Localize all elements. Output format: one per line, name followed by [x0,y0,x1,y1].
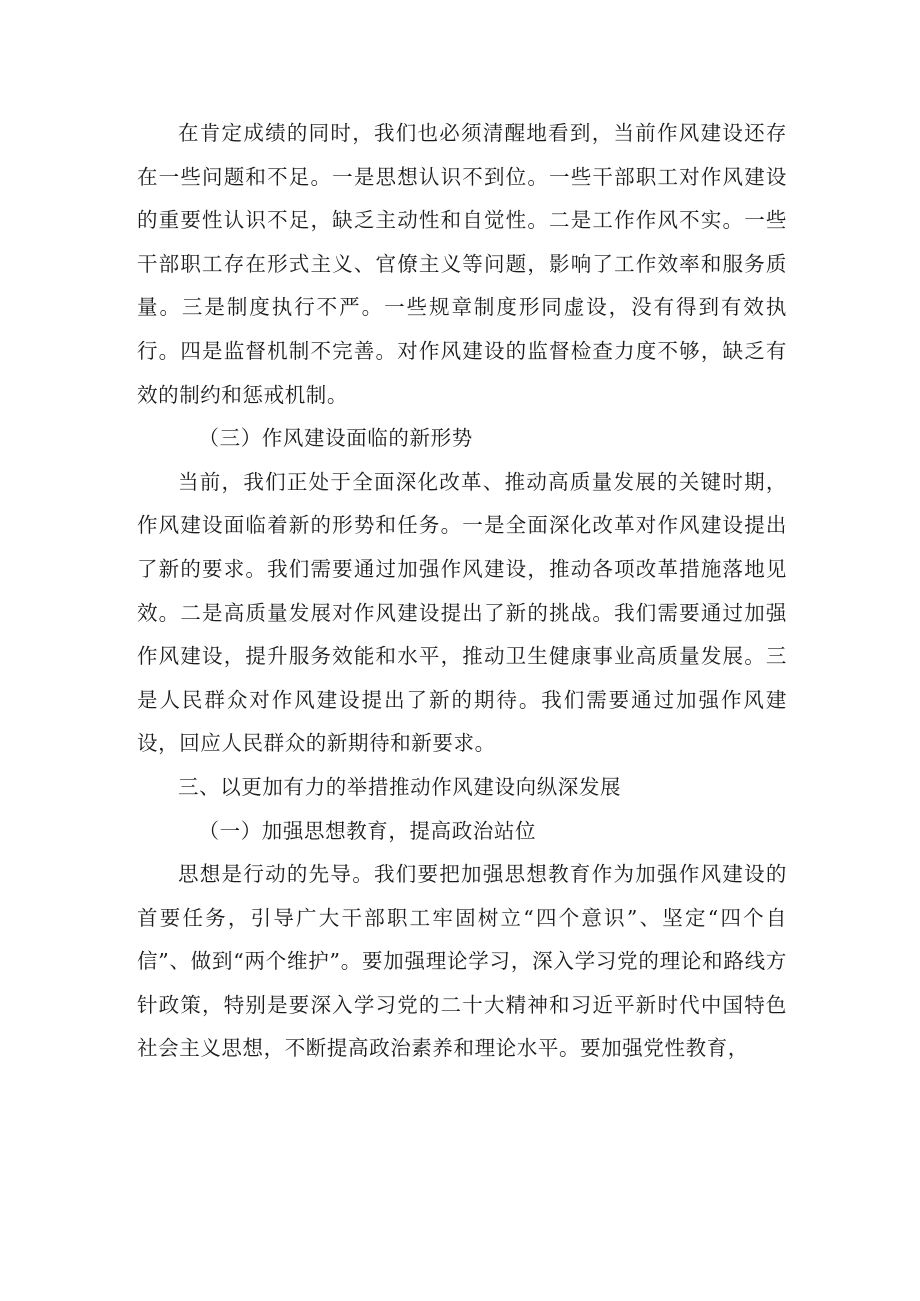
subheading-ideological-education: （一）加强思想教育，提高政治站位 [198,818,537,843]
paragraph-new-situation: 当前，我们正处于全面深化改革、推动高质量发展的关键时期，作风建设面临着新的形势和任务。一是全面深化改革对作风建设提出了新的要求。我们需要通过加强作风建设，推动各项改革措施落地见效。二是高质量发展对作风建设提出了新的挑战。我们需要通过加强作风建设，提升服务效能和水平，推动卫生健康事业高质量发展。三是人民群众对作风建设提出了新的期待。我们需要通过加强作风建设，回应人民群众的新期待和新要求。 [137,469,787,756]
subheading-new-situation: （三）作风建设面临的新形势 [198,426,473,451]
section-heading-measures: 三、以更加有力的举措推动作风建设向纵深发展 [178,774,622,799]
paragraph-existing-problems: 在肯定成绩的同时，我们也必须清醒地看到，当前作风建设还存在一些问题和不足。一是思想认识不到位。一些干部职工对作风建设的重要性认识不足，缺乏主动性和自觉性。二是工作作风不实。一些干部职工存在形式主义、官僚主义等问题，影响了工作效率和服务质量。三是制度执行不严。一些规章制度形同虚设，没有得到有效执行。四是监督机制不完善。对作风建设的监督检查力度不够，缺乏有效的制约和惩戒机制。 [137,121,787,407]
document-body [137,112,787,1071]
paragraph-ideological-education: 思想是行动的先导。我们要把加强思想教育作为加强作风建设的首要任务，引导广大干部职工牢固树立“四个意识”、坚定“四个自信”、做到“两个维护”。要加强理论学习，深入学习党的理论和路线方针政策，特别是要深入学习党的二十大精神和习近平新时代中国特色社会主义思想，不断提高政治素养和理论水平。要加强党性教育， [137,862,787,1061]
